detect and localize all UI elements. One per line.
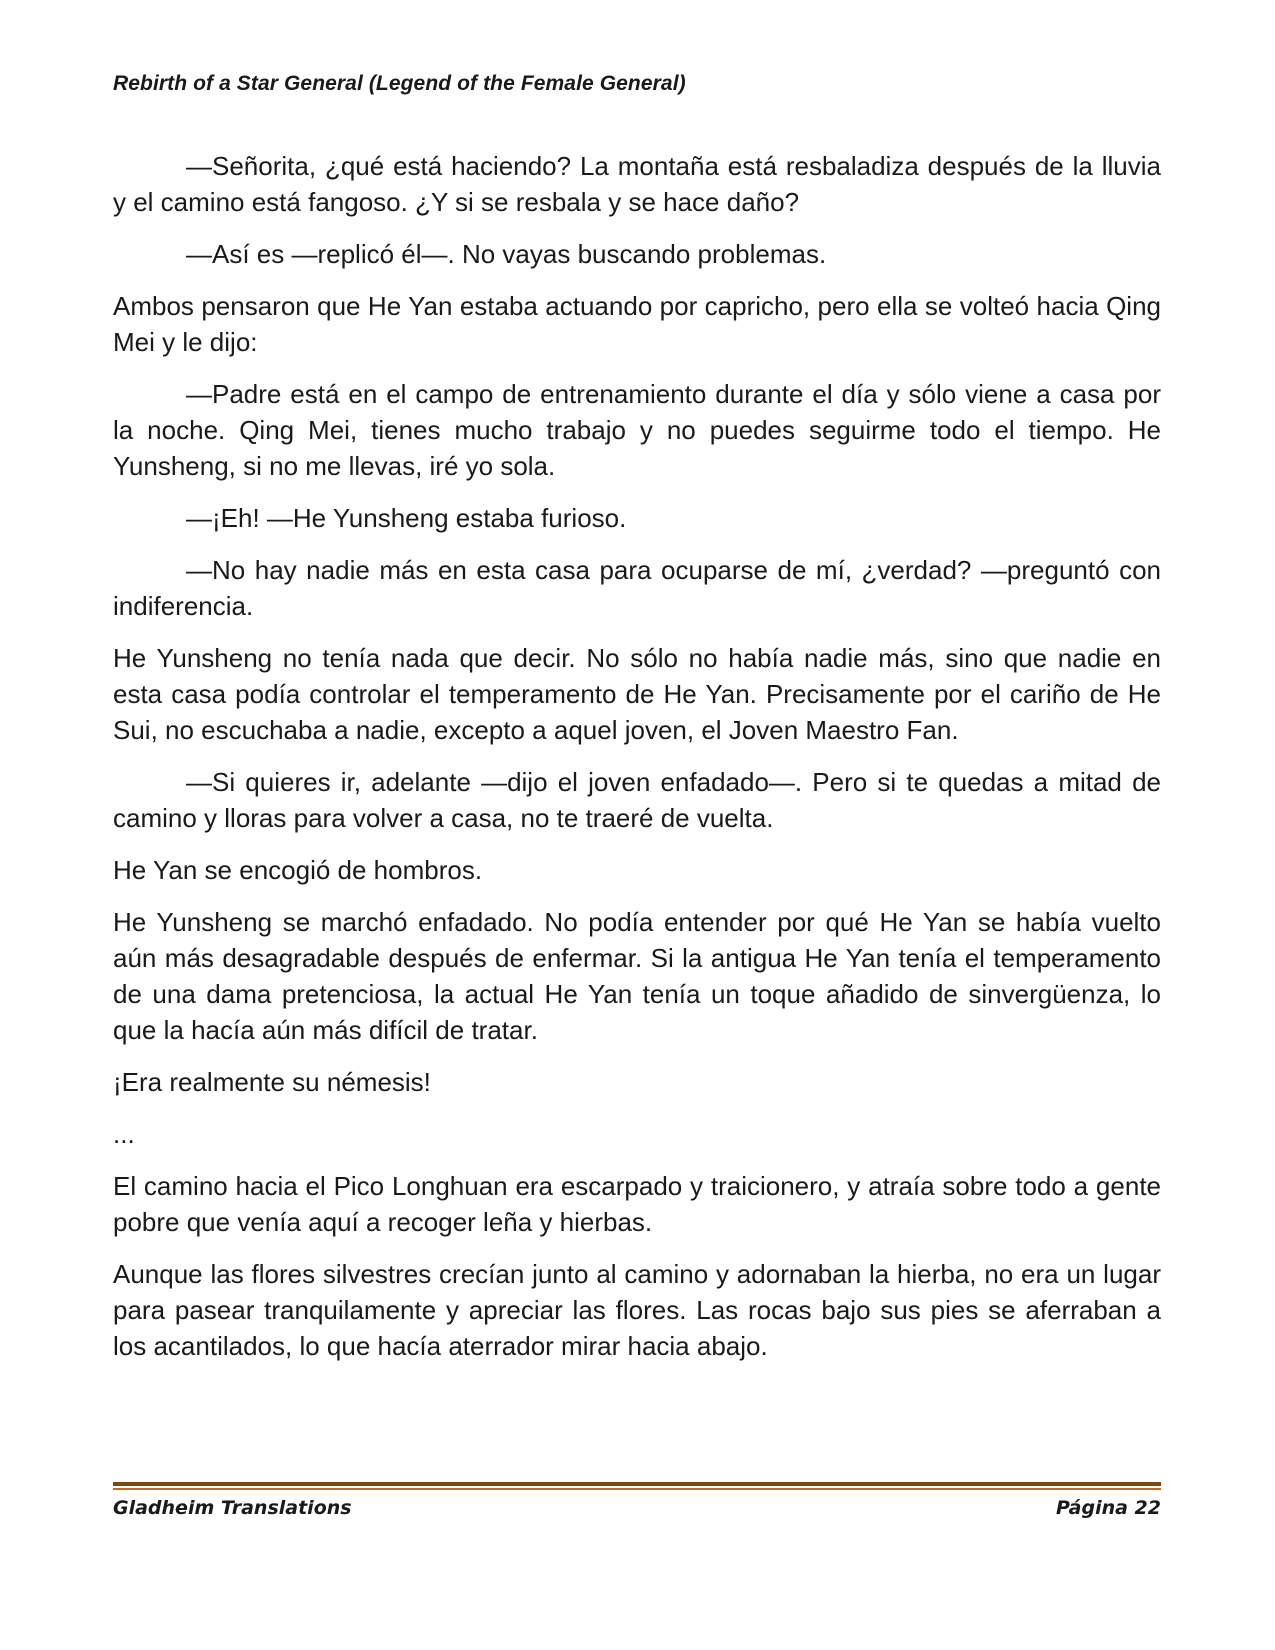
page-footer bbox=[113, 1497, 1161, 1519]
paragraph: He Yan se encogió de hombros. bbox=[113, 855, 483, 885]
paragraph: —Padre está en el campo de entrenamiento durante el día y sólo viene a casa por la noche. Qing Mei, tienes mucho trabajo y no puedes seguirme todo el tiempo. He Yunsheng, si no me llevas, iré yo sola. bbox=[113, 379, 1161, 481]
paragraph: Aunque las flores silvestres crecían junto al camino y adornaban la hierba, no era un lugar para pasear tranquilamente y apreciar las flores. Las rocas bajo sus pies se aferraban a los acantilados, lo que hacía aterrador mirar hacia abajo. bbox=[113, 1259, 1161, 1361]
footer-page-number: Página 22 bbox=[1055, 1497, 1161, 1519]
paragraph: —¡Eh! —He Yunsheng estaba furioso. bbox=[186, 503, 627, 533]
paragraph: —Señorita, ¿qué está haciendo? La montaña está resbaladiza después de la lluvia y el camino está fangoso. ¿Y si se resbala y se hace daño? bbox=[113, 151, 1161, 217]
paragraph: El camino hacia el Pico Longhuan era escarpado y traicionero, y atraía sobre todo a gente pobre que venía aquí a recoger leña y hierbas. bbox=[113, 1171, 1161, 1237]
document-body bbox=[113, 148, 1161, 1380]
paragraph: Ambos pensaron que He Yan estaba actuando por capricho, pero ella se volteó hacia Qing Mei y le dijo: bbox=[113, 291, 1161, 357]
footer-divider-thin bbox=[113, 1488, 1161, 1490]
footer-divider-thick bbox=[113, 1482, 1161, 1486]
paragraph: —Si quieres ir, adelante —dijo el joven enfadado—. Pero si te quedas a mitad de camino y lloras para volver a casa, no te traeré de vuelta. bbox=[113, 767, 1161, 833]
paragraph: He Yunsheng se marchó enfadado. No podía entender por qué He Yan se había vuelto aún más desagradable después de enfermar. Si la antigua He Yan tenía el temperamento de una dama pretenciosa, la actual He Yan tenía un toque añadido de sinvergüenza, lo que la hacía aún más difícil de tratar. bbox=[113, 907, 1161, 1045]
paragraph: ¡Era realmente su némesis! bbox=[113, 1067, 431, 1097]
footer-publisher: Gladheim Translations bbox=[113, 1497, 352, 1519]
paragraph: He Yunsheng no tenía nada que decir. No sólo no había nadie más, sino que nadie en esta casa podía controlar el temperamento de He Yan. Precisamente por el cariño de He Sui, no escuchaba a nadie, excepto a aquel joven, el Joven Maestro Fan. bbox=[113, 643, 1161, 745]
paragraph: —Así es —replicó él—. No vayas buscando problemas. bbox=[186, 239, 827, 269]
paragraph: ... bbox=[113, 1119, 135, 1149]
footer-divider bbox=[113, 1482, 1161, 1490]
page-header-title: Rebirth of a Star General (Legend of the Female General) bbox=[113, 72, 686, 95]
paragraph: —No hay nadie más en esta casa para ocuparse de mí, ¿verdad? —preguntó con indiferencia. bbox=[113, 555, 1161, 621]
